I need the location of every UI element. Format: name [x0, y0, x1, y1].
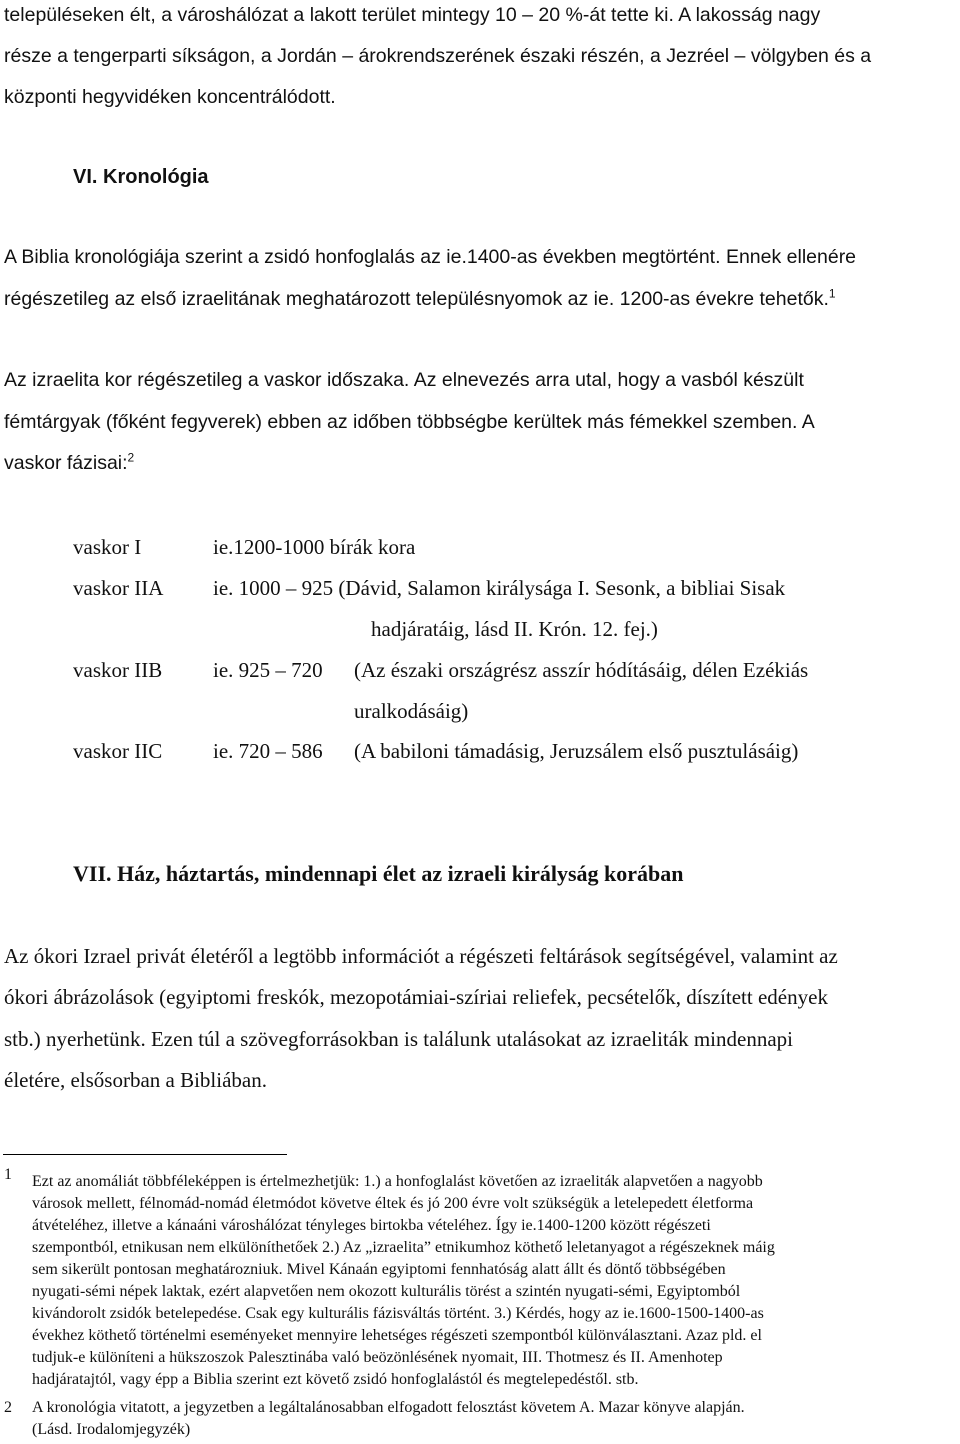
phase-dates: ie. 720 – 586 — [213, 739, 323, 763]
ironage-paragraph-line-3: vaskor fázisai:$^2$ — [4, 450, 135, 474]
footnote-separator — [3, 1154, 287, 1155]
footnote-ref-1[interactable]: 1 — [828, 286, 836, 301]
footnote-line: szempontból, etnikusan nem elkülöníthetőek 2.) Az „izraelita” etnikumhoz köthető leletanyagot a régészeknek máig — [32, 1239, 775, 1256]
daily-life-paragraph-line-1: Az ókori Izrael privát életéről a legtöbb információt a régészeti feltárások segítségével, valamint az — [4, 944, 838, 968]
footnote-line: évekhez köthető történelmi eseményeket mennyire lehetséges régészeti szempontból különválasztani. Azaz pld. el — [32, 1327, 762, 1344]
phase-name: vaskor IIC — [73, 739, 163, 763]
footnote-line: (Lásd. Irodalomjegyzék) — [32, 1421, 191, 1438]
phase-name: vaskor IIA — [73, 576, 164, 600]
intro-line-3: központi hegyvidéken koncentrálódott. — [4, 86, 336, 108]
section-heading-kronologia: VI. Kronológia — [73, 166, 209, 188]
ironage-paragraph-line-1: Az izraelita kor régészetileg a vaskor időszaka. Az elnevezés arra utal, hogy a vasból készült — [4, 369, 804, 391]
phase-description: ie.1200-1000 bírák kora — [213, 535, 416, 559]
ironage-paragraph-line-2: fémtárgyak (főként fegyverek) ebben az időben többségbe kerültek más fémekkel szemben. A — [4, 411, 815, 433]
footnote-line: Ezt az anomáliát többféleképpen is értelmezhetjük: 1.) a honfoglalást követően az izraeliták alapvetően a nagyobb — [32, 1173, 763, 1190]
intro-line-2: része a tengerparti síkságon, a Jordán – árokrendszerének északi részén, a Jezréel – völgyben és a — [4, 45, 872, 67]
phase-name: vaskor I — [73, 535, 142, 559]
footnote-line: sem sikerült pontosan meghatározniuk. Mivel Kánaán egyiptomi fennhatóság alatt állt és döntő többségében — [32, 1261, 726, 1278]
daily-life-paragraph-line-4: életére, elsősorban a Bibliában. — [4, 1068, 267, 1092]
phase-description-continued: hadjáratáig, lásd II. Krón. 12. fej.) — [371, 617, 658, 641]
phase-dates: ie. 925 – 720 — [213, 658, 323, 682]
daily-life-paragraph-line-2: ókori ábrázolások (egyiptomi freskók, mezopotámiai-szíriai reliefek, pecsételők, díszített edények — [4, 985, 828, 1009]
daily-life-paragraph-line-3: stb.) nyerhetünk. Ezen túl a szövegforrásokban is találunk utalásokat az izraeliták mindennapi — [4, 1027, 793, 1051]
footnote-line: nyugati-sémi népek laktak, ezért alapvetően nem okozott kulturális törést a szintén nyugati-sémi, Egyiptomból — [32, 1283, 741, 1300]
footnote-line: hadjáratajtól, vagy épp a Biblia szerint ezt követő zsidó honfoglalástól és megtelepedéstől. stb. — [32, 1371, 639, 1388]
phase-name: vaskor IIB — [73, 658, 163, 682]
footnote-line: tudjuk-e különíteni a hükszoszok Palesztinába való beözönlésének nyomait, III. Thotmesz és II. Amenhotep — [32, 1349, 723, 1366]
chronology-paragraph-line-1: A Biblia kronológiája szerint a zsidó honfoglalás az ie.1400-as években megtörtént. Ennek ellenére — [4, 246, 857, 268]
intro-line-1: településeken élt, a városhálózat a lakott terület mintegy 10 – 20 %-át tette ki. A lakosság nagy — [4, 4, 821, 26]
phase-description: ie. 1000 – 925 (Dávid, Salamon királysága I. Sesonk, a bibliai Sisak — [213, 576, 786, 600]
footnote-line: városok mellett, félnomád-nomád életmódot követve éltek és jó 200 évre volt szükségük a letelepedett életforma — [32, 1195, 754, 1212]
footnote-line: kivándorolt zsidók betelepedése. Csak egy kulturális fázisváltás történt. 3.) Kérdés, hogy az ie.1600-1500-1400-as — [32, 1305, 764, 1322]
footnote-line: átvételéhez, illetve a kánaáni városhálózat tényleges birtokba vételéhez. Így ie.1400-1200 között régészeti — [32, 1217, 711, 1234]
phase-description: (Az északi országrész asszír hódításáig, délen Ezékiás — [354, 658, 809, 682]
phase-description-continued: uralkodásáig) — [354, 699, 469, 723]
footnote-line: A kronológia vitatott, a jegyzetben a legáltalánosabban elfogadott felosztást követem A. Mazar könyve alapján. — [32, 1399, 745, 1416]
footnote-number: 1 — [4, 1166, 12, 1183]
phase-description: (A babiloni támadásig, Jeruzsálem első pusztulásáig) — [354, 739, 799, 763]
footnote-number: 2 — [4, 1399, 12, 1416]
footnote-ref-2[interactable]: 2 — [127, 450, 135, 465]
section-heading-haz-haztartas: VII. Ház, háztartás, mindennapi élet az izraeli királyság korában — [73, 861, 684, 886]
chronology-paragraph-line-2: régészetileg az első izraelitának meghatározott településnyomok az ie. 1200-as évekre tehetők.$^1$ — [4, 286, 836, 310]
